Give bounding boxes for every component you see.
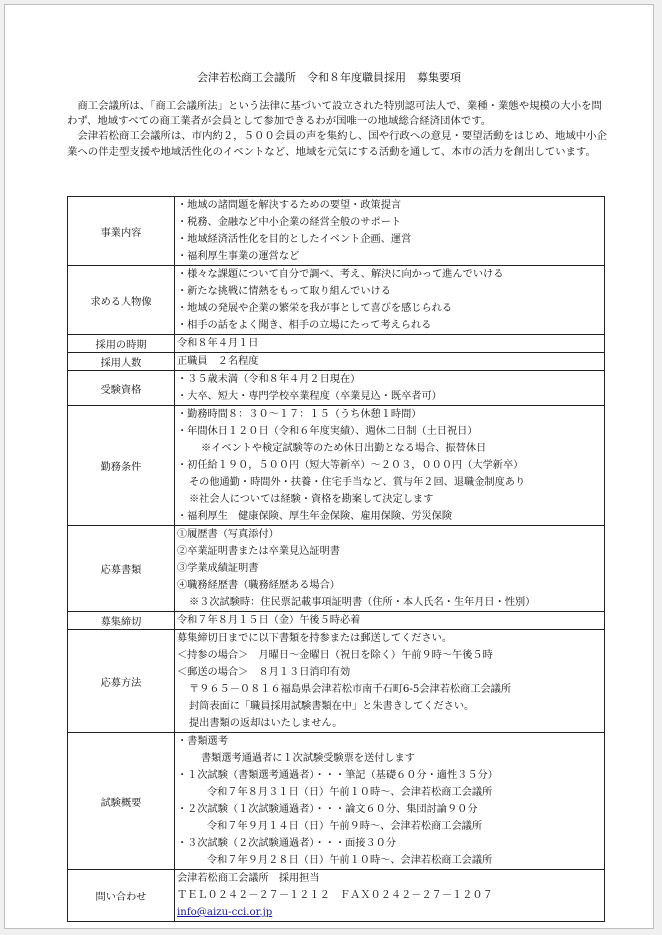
content-line: 会津若松商工会議所 採用担当 bbox=[177, 873, 320, 884]
row-label: 求める人物像 bbox=[68, 266, 175, 335]
table-row bbox=[68, 526, 605, 612]
content-line: ・１次試験（書類選考通過者）・・・筆記（基礎６０分・適性３５分） bbox=[177, 770, 498, 781]
page-title: 会津若松商工会議所 令和８年度職員採用 募集要項 bbox=[197, 71, 461, 84]
content-line: 〒９６５－０８１６福島県会津若松市南千石町6-5会津若松商工会議所 bbox=[189, 684, 512, 695]
content-line: ・勤務時間８：３０～１７：１５（うち休憩１時間） bbox=[177, 409, 422, 420]
row-content bbox=[175, 266, 605, 335]
row-label: 応募方法 bbox=[68, 630, 175, 733]
table-row bbox=[68, 266, 605, 335]
content-line: ・大卒、短大・専門学校卒業程度（卒業見込・既卒者可） bbox=[177, 391, 442, 402]
row-content bbox=[175, 612, 605, 630]
row-content bbox=[175, 526, 605, 612]
row-label: 試験概要 bbox=[68, 733, 175, 870]
row-label: 受験資格 bbox=[68, 371, 175, 406]
content-line: ・書類選考 bbox=[177, 736, 228, 747]
content-line: ・様々な課題について自分で調べ、考え、解決に向かって進んでいける bbox=[177, 269, 504, 280]
content-line: その他通勤・時間外・扶養・住宅手当など、賞与年２回、退職金制度あり bbox=[189, 477, 526, 488]
content-line: ※社会人については経験・資格を勘案して決定します bbox=[189, 494, 434, 505]
content-line: ＜郵送の場合＞ ８月１３日消印有効 bbox=[177, 667, 351, 678]
content-line: 令和７年９月２８日（日）午前１０時～、会津若松商工会議所 bbox=[207, 855, 493, 866]
table-row bbox=[68, 353, 605, 371]
content-line: ＜持参の場合＞ 月曜日～金曜日（祝日を除く）午前９時～午後５時 bbox=[177, 650, 493, 661]
table-row bbox=[68, 197, 605, 266]
row-content bbox=[175, 630, 605, 733]
content-line: 正職員 ２名程度 bbox=[177, 356, 259, 367]
content-line: ③学業成績証明書 bbox=[177, 563, 259, 574]
content-line: ・新たな挑戦に情熱をもって取り組んでいける bbox=[177, 286, 391, 297]
content-line: ＴＥＬ０２４２－２７－１２１２ ＦＡＸ０２４２－２７－１２０７ bbox=[177, 890, 493, 901]
table-row bbox=[68, 870, 605, 922]
content-line: ②卒業証明書または卒業見込証明書 bbox=[177, 546, 340, 557]
content-line: ※イベントや検定試験等のため休日出勤となる場合、振替休日 bbox=[201, 443, 487, 454]
table-row bbox=[68, 371, 605, 406]
content-line: ・３５歳未満（令和８年４月２日現在） bbox=[177, 374, 361, 385]
row-content bbox=[175, 335, 605, 353]
content-line: 提出書類の返却はいたしません。 bbox=[189, 718, 343, 729]
row-label: 応募書類 bbox=[68, 526, 175, 612]
requirements-table bbox=[67, 196, 605, 922]
content-line: ・３次試験（２次試験通過者）・・・面接３０分 bbox=[177, 838, 397, 849]
row-content bbox=[175, 197, 605, 266]
intro-text bbox=[67, 99, 607, 160]
row-label: 勤務条件 bbox=[68, 406, 175, 526]
row-label: 採用人数 bbox=[68, 353, 175, 371]
email-link[interactable]: info@aizu-cci.or.jp bbox=[177, 907, 273, 918]
row-label: 事業内容 bbox=[68, 197, 175, 266]
row-content bbox=[175, 371, 605, 406]
content-line: 募集締切日までに以下書類を持参または郵送してください。 bbox=[177, 633, 453, 644]
row-content bbox=[175, 406, 605, 526]
content-line: ・福利厚生 健康保険、厚生年金保険、雇用保険、労災保険 bbox=[177, 511, 453, 522]
row-content bbox=[175, 353, 605, 371]
content-line: ・相手の話をよく聞き、相手の立場にたって考えられる bbox=[177, 320, 432, 331]
content-line: ・地域経済活性化を目的としたイベント企画、運営 bbox=[177, 234, 412, 245]
content-line: 令和７年８月１５日（金）午後５時必着 bbox=[177, 615, 361, 626]
content-line: ①履歴書（写真添付） bbox=[177, 529, 279, 540]
content-line: ・福利厚生事業の運営など bbox=[177, 251, 300, 262]
content-line: 書類選考通過者に１次試験受験票を送付します bbox=[201, 753, 415, 764]
content-line: ・年間休日１２０日（令和６年度実績）、週休二日制（土日祝日） bbox=[177, 426, 478, 437]
content-line: 令和７年８月３１日（日）午前１０時～、会津若松商工会議所 bbox=[207, 787, 493, 798]
content-line: ・税務、金融など中小企業の経営全般のサポート bbox=[177, 217, 402, 228]
table-row bbox=[68, 630, 605, 733]
row-label: 採用の時期 bbox=[68, 335, 175, 353]
document-page bbox=[4, 4, 654, 929]
content-line: 令和８年４月１日 bbox=[177, 338, 259, 349]
intro-paragraph: 商工会議所は、「商工会議所法」という法律に基づいて設立された特別認可法人で、業種・業態や規模の大小を問わず、地域すべての商工業者が会員として参加できるわが国唯一の地域総合経済団体です。 bbox=[67, 100, 602, 128]
intro-paragraph: 会津若松商工会議所は、市内約２，５００会員の声を集約し、国や行政への意見・要望活動をはじめ、地域中小企業への伴走型支援や地域活性化のイベントなど、地域を元気にする活動を通して、本市の活力を創出しています。 bbox=[67, 130, 607, 158]
content-line: ※３次試験時：住民票記載事項証明書（住所・本人氏名・生年月日・性別） bbox=[189, 597, 536, 608]
content-line: 令和７年９月１４日（日）午前９時～、会津若松商工会議所 bbox=[207, 821, 483, 832]
table-row bbox=[68, 335, 605, 353]
content-line: ④職務経歴書（職務経歴ある場合） bbox=[177, 580, 340, 591]
content-line: ・地域の諸問題を解決するための要望・政策提言 bbox=[177, 200, 402, 211]
row-content bbox=[175, 870, 605, 922]
content-line: ・地域の発展や企業の繁栄を我が事として喜びを感じられる bbox=[177, 303, 453, 314]
content-line: ・初任給１９０，５００円（短大等新卒）～２０３，０００円（大学新卒） bbox=[177, 460, 524, 471]
row-content bbox=[175, 733, 605, 870]
table-row bbox=[68, 406, 605, 526]
table-row bbox=[68, 612, 605, 630]
content-line: 封筒表面に「職員採用試験書類在中」と朱書きしてください。 bbox=[189, 701, 475, 712]
row-label: 問い合わせ bbox=[68, 870, 175, 922]
row-label: 募集締切 bbox=[68, 612, 175, 630]
content-line: ・２次試験（１次試験通過者）・・・論文６０分、集団討論９０分 bbox=[177, 804, 478, 815]
table-row bbox=[68, 733, 605, 870]
